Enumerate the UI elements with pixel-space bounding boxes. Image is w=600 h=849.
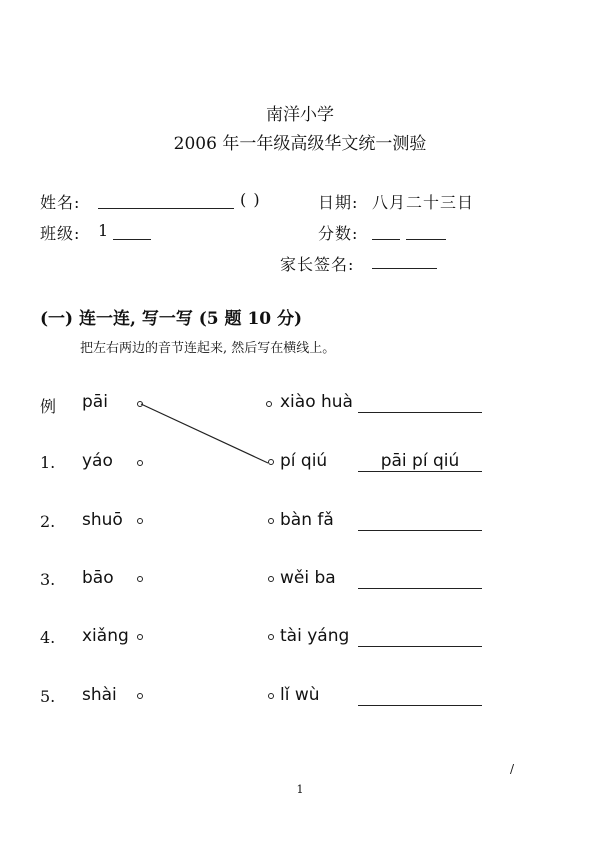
- row-index: 4.: [40, 628, 56, 647]
- left-syllable: shuō: [82, 510, 123, 530]
- row-index: 2.: [40, 512, 56, 531]
- parent-signature-label: 家长签名:: [280, 255, 355, 274]
- class-value: 1: [98, 221, 110, 240]
- right-syllable: bàn fǎ: [280, 510, 334, 530]
- school-name: 南洋小学: [266, 105, 334, 125]
- example-connector-line: [141, 404, 268, 463]
- right-syllable: tài yáng: [280, 626, 350, 646]
- stray-mark: /: [510, 762, 515, 776]
- name-label: 姓名:: [40, 193, 81, 212]
- class-label: 班级:: [40, 224, 81, 243]
- page-number: 1: [296, 783, 304, 796]
- left-syllable: shài: [82, 685, 117, 705]
- right-syllable: xiào huà: [280, 392, 353, 412]
- left-syllable: xiǎng: [82, 626, 129, 646]
- date-label: 日期:: [318, 193, 359, 212]
- answer-text: pāi pí qiú: [380, 451, 460, 471]
- right-syllable: pí qiú: [280, 451, 328, 471]
- date-value: 八月二十三日: [372, 193, 475, 212]
- left-syllable: pāi: [82, 392, 108, 412]
- row-index: 1.: [40, 453, 56, 472]
- exam-title: 2006 年一年级高级华文统一测验: [173, 134, 427, 154]
- row-index: 3.: [40, 570, 56, 589]
- right-syllable: lǐ wù: [280, 685, 320, 705]
- row-index: 5.: [40, 687, 56, 706]
- right-syllable: wěi ba: [280, 568, 336, 588]
- name-paren: ( ): [240, 190, 261, 209]
- score-label: 分数:: [318, 224, 359, 243]
- left-syllable: bāo: [82, 568, 114, 588]
- section-title: (一) 连一连, 写一写 (5 题 10 分): [40, 309, 303, 329]
- section-instruction: 把左右两边的音节连起来, 然后写在横线上。: [80, 341, 336, 356]
- row-index: 例: [40, 397, 57, 416]
- left-syllable: yáo: [82, 451, 113, 471]
